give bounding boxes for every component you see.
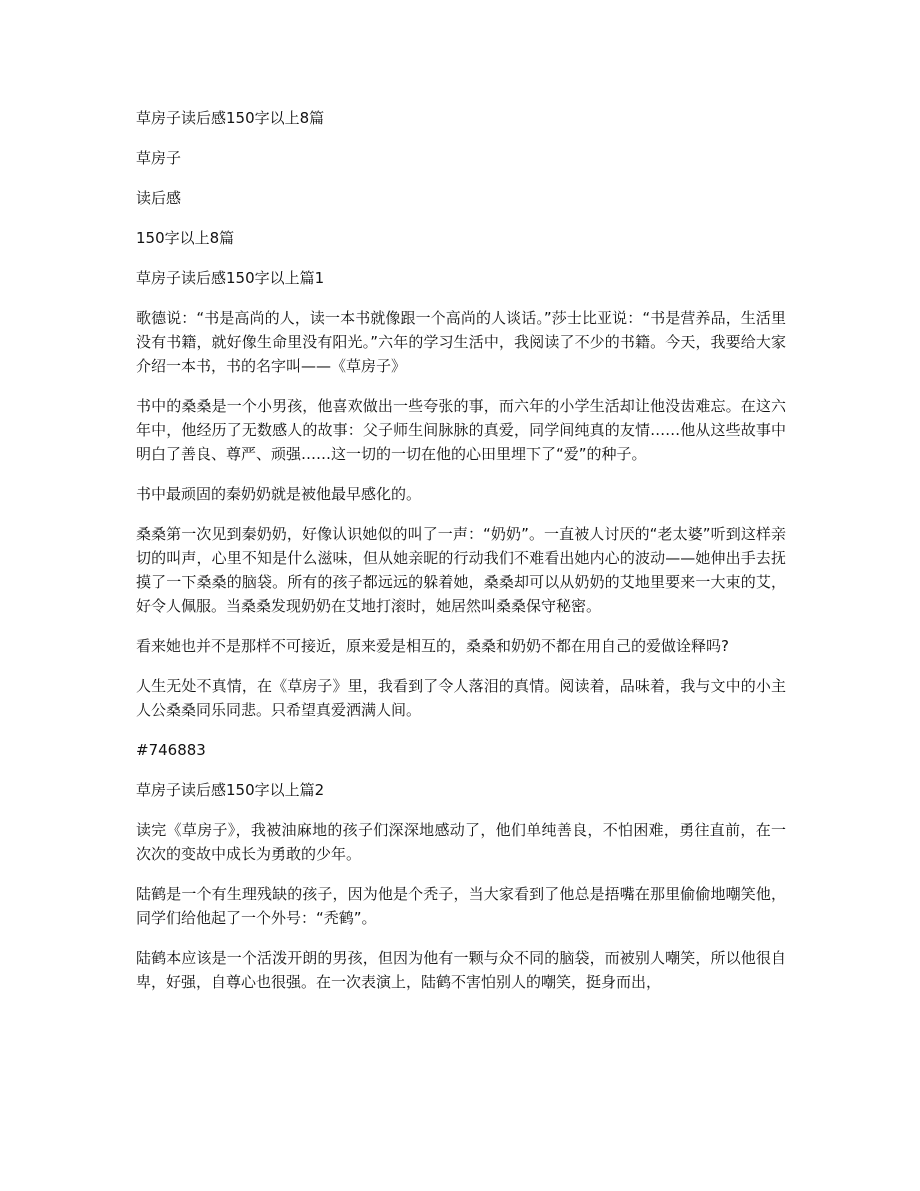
essay-2-paragraph-1: 读完《草房子》，我被油麻地的孩子们深深地感动了，他们单纯善良，不怕困难，勇往直前，在一次次的变故中成长为勇敢的少年。	[136, 821, 786, 863]
keyword-3: 150字以上8篇	[136, 229, 235, 247]
essay-2-paragraph-3: 陆鹤本应该是一个活泼开朗的男孩，但因为他有一颗与众不同的脑袋，而被别人嘲笑，所以他很自卑，好强，自尊心也很强。在一次表演上，陆鹤不害怕别人的嘲笑，挺身而出，	[136, 949, 786, 991]
document-page	[136, 96, 786, 1010]
essay-2-paragraph-2: 陆鹤是一个有生理残缺的孩子，因为他是个秃子，当大家看到了他总是捂嘴在那里偷偷地嘲笑他，同学们给他起了一个外号：“秃鹤”。	[136, 885, 786, 927]
essay-1-paragraph-3: 书中最顽固的秦奶奶就是被他最早感化的。	[136, 485, 422, 503]
essay-1-tag: #746883	[136, 741, 206, 759]
essay-2-heading: 草房子读后感150字以上篇2	[136, 781, 325, 799]
keyword-2: 读后感	[136, 189, 182, 207]
essay-1-paragraph-5: 看来她也并不是那样不可接近，原来爱是相互的，桑桑和奶奶不都在用自己的爱做诠释吗?	[136, 637, 729, 655]
essay-1-paragraph-2: 书中的桑桑是一个小男孩，他喜欢做出一些夸张的事，而六年的小学生活却让他没齿难忘。在这六年中，他经历了无数感人的故事：父子师生间脉脉的真爱，同学间纯真的友情……他从这些故事中明白了善良、尊严、顽强……这一切的一切在他的心田里埋下了“爱”的种子。	[136, 397, 786, 463]
essay-1-paragraph-4: 桑桑第一次见到秦奶奶，好像认识她似的叫了一声：“奶奶”。一直被人讨厌的“老太婆”听到这样亲切的叫声，心里不知是什么滋味，但从她亲昵的行动我们不难看出她内心的波动——她伸出手去抚摸了一下桑桑的脑袋。所有的孩子都远远的躲着她，桑桑却可以从奶奶的艾地里要来一大束的艾，好令人佩服。当桑桑发现奶奶在艾地打滚时，她居然叫桑桑保守秘密。	[136, 525, 786, 615]
essay-1-paragraph-6: 人生无处不真情，在《草房子》里，我看到了令人落泪的真情。阅读着，品味着，我与文中的小主人公桑桑同乐同悲。只希望真爱洒满人间。	[136, 677, 786, 719]
document-title: 草房子读后感150字以上8篇	[136, 109, 325, 127]
essay-1-heading: 草房子读后感150字以上篇1	[136, 269, 325, 287]
keyword-1: 草房子	[136, 149, 182, 167]
essay-1-paragraph-1: 歌德说：“书是高尚的人，读一本书就像跟一个高尚的人谈话。”莎士比亚说：“书是营养品，生活里没有书籍，就好像生命里没有阳光。”六年的学习生活中，我阅读了不少的书籍。今天，我要给大家介绍一本书，书的名字叫——《草房子》	[136, 309, 786, 375]
